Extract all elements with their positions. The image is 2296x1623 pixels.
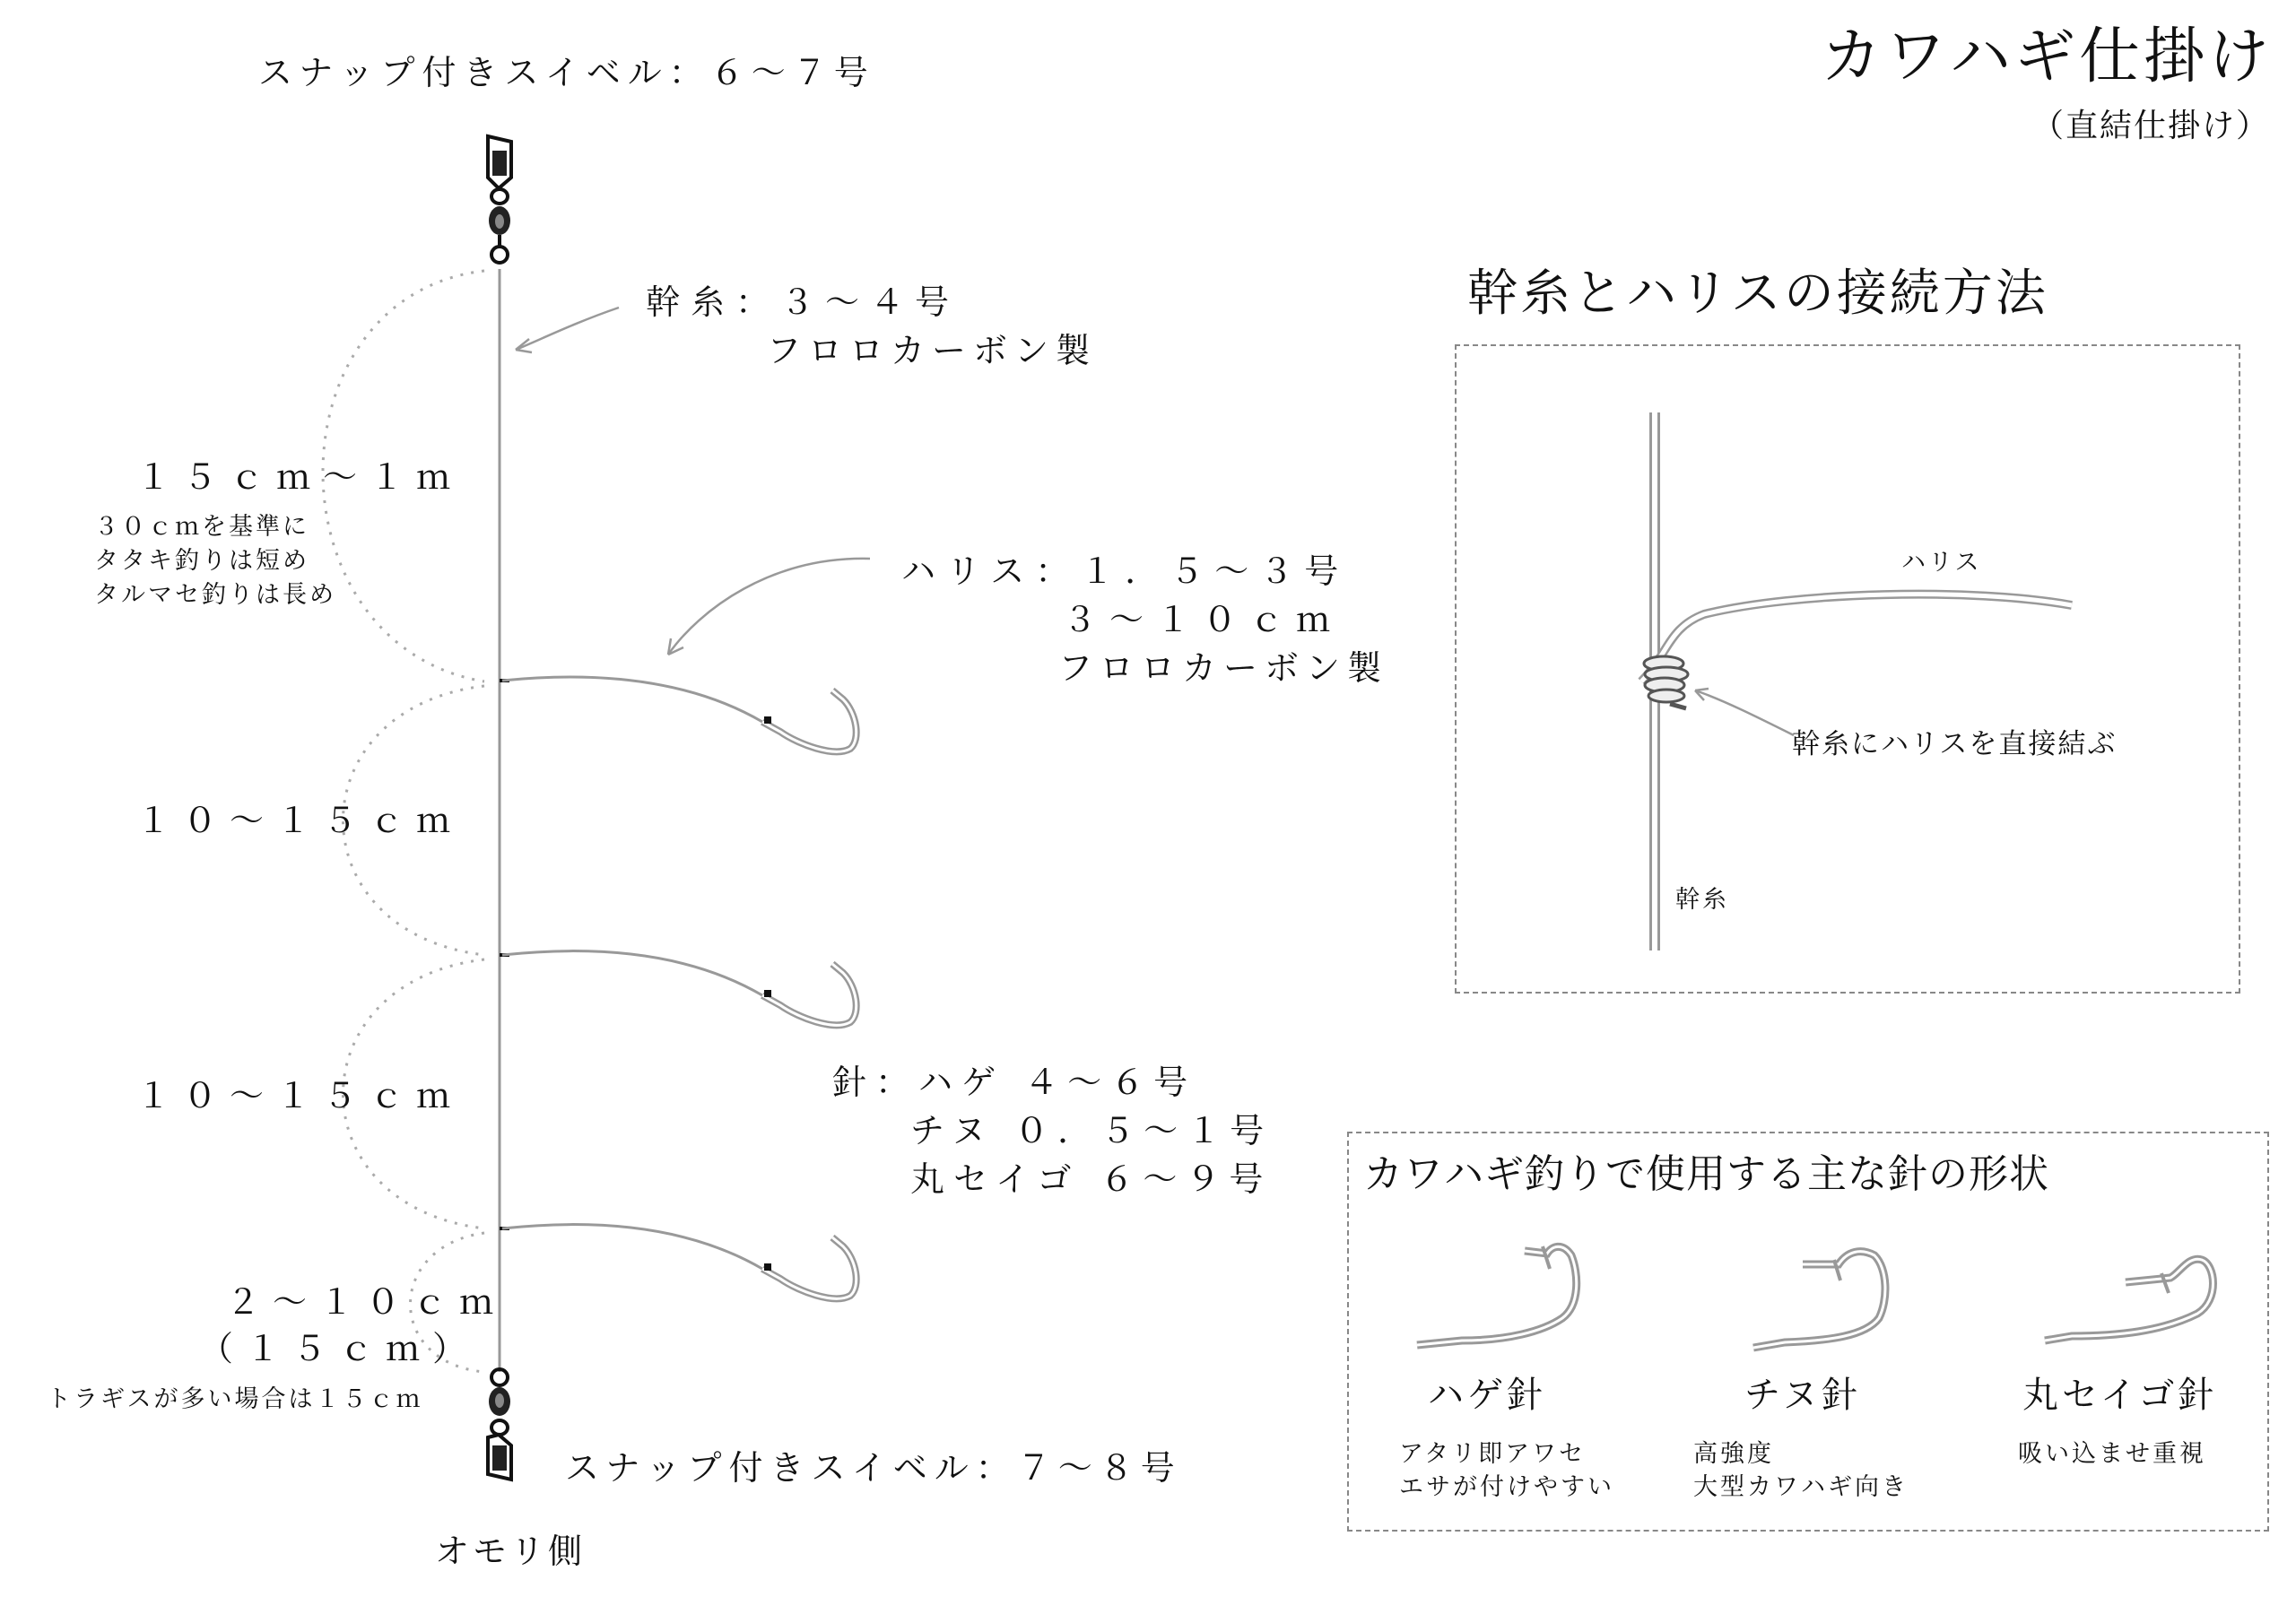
bottom-swivel-label: スナップ付きスイベル：７～８号 (565, 1448, 1182, 1488)
bottom-snap-swivel-icon (488, 1369, 511, 1480)
branch-hook-1-icon (500, 677, 857, 751)
hook-name-maruseigo: 丸セイゴ針 (2022, 1375, 2218, 1416)
mainline-pointer (516, 308, 619, 350)
gap-1-label: １０～１５ｃｍ (136, 801, 464, 840)
bottom-length-label: ２～１０ｃｍ (226, 1282, 507, 1322)
page-title: カワハギ仕掛け (1821, 22, 2274, 92)
top-note-2: タタキ釣りは短め (94, 547, 309, 575)
top-length-label: １５ｃｍ～１ｍ (136, 457, 464, 497)
bottom-note: トラギスが多い場合は１５ｃｍ (47, 1385, 423, 1413)
hook-shapes-heading: カワハギ釣りで使用する主な針の形状 (1363, 1151, 2049, 1197)
top-note-1: ３０ｃｍを基準に (94, 513, 309, 541)
top-snap-swivel-icon (488, 136, 511, 263)
mainline-material-label: フロロカーボン製 (767, 331, 1098, 370)
sinker-side-label: オモリ側 (435, 1532, 587, 1571)
harris-pointer (668, 559, 870, 655)
top-swivel-label: スナップ付きスイベル：６～７号 (258, 53, 875, 92)
connection-box (1455, 344, 2240, 994)
hook-spec-3: 丸セイゴ ６～９号 (910, 1159, 1273, 1199)
hook-name-hage: ハゲ針 (1428, 1375, 1546, 1416)
bottom-length-alt-label: （１５ｃｍ） (199, 1329, 480, 1368)
hook-desc-hage-2: エサが付けやすい (1399, 1473, 1614, 1501)
mainline-tag: 幹糸 (1675, 886, 1729, 914)
knot-label: 幹糸にハリスを直接結ぶ (1792, 728, 2118, 760)
hook-desc-hage-1: アタリ即アワセ (1399, 1440, 1587, 1468)
hook-desc-maruseigo-1: 吸い込ませ重視 (2018, 1440, 2206, 1468)
hook-spec-2: チヌ ０．５～１号 (910, 1111, 1274, 1150)
hook-desc-chinu-1: 高強度 (1693, 1440, 1774, 1468)
gap-2-label: １０～１５ｃｍ (136, 1076, 464, 1115)
hook-spec-1: 針：ハゲ ４～６号 (832, 1063, 1197, 1102)
harris-tag: ハリス (1901, 549, 1982, 577)
harris-spec-label: ハリス：１．５～３号 (901, 551, 1350, 591)
branch-hook-3-icon (500, 1225, 857, 1299)
hook-desc-chinu-2: 大型カワハギ向き (1693, 1473, 1909, 1501)
branch-hook-2-icon (500, 951, 857, 1026)
harris-length-label: ３～１０ｃｍ (1063, 600, 1344, 639)
page-subtitle: （直結仕掛け） (2031, 108, 2271, 144)
top-note-3: タルマセ釣りは長め (94, 581, 336, 609)
connection-heading: 幹糸とハリスの接続方法 (1467, 265, 2048, 323)
mainline-spec-label: 幹糸：３～４号 (646, 282, 961, 322)
hook-name-chinu: チヌ針 (1744, 1375, 1861, 1416)
harris-material-label: フロロカーボン製 (1058, 648, 1389, 688)
